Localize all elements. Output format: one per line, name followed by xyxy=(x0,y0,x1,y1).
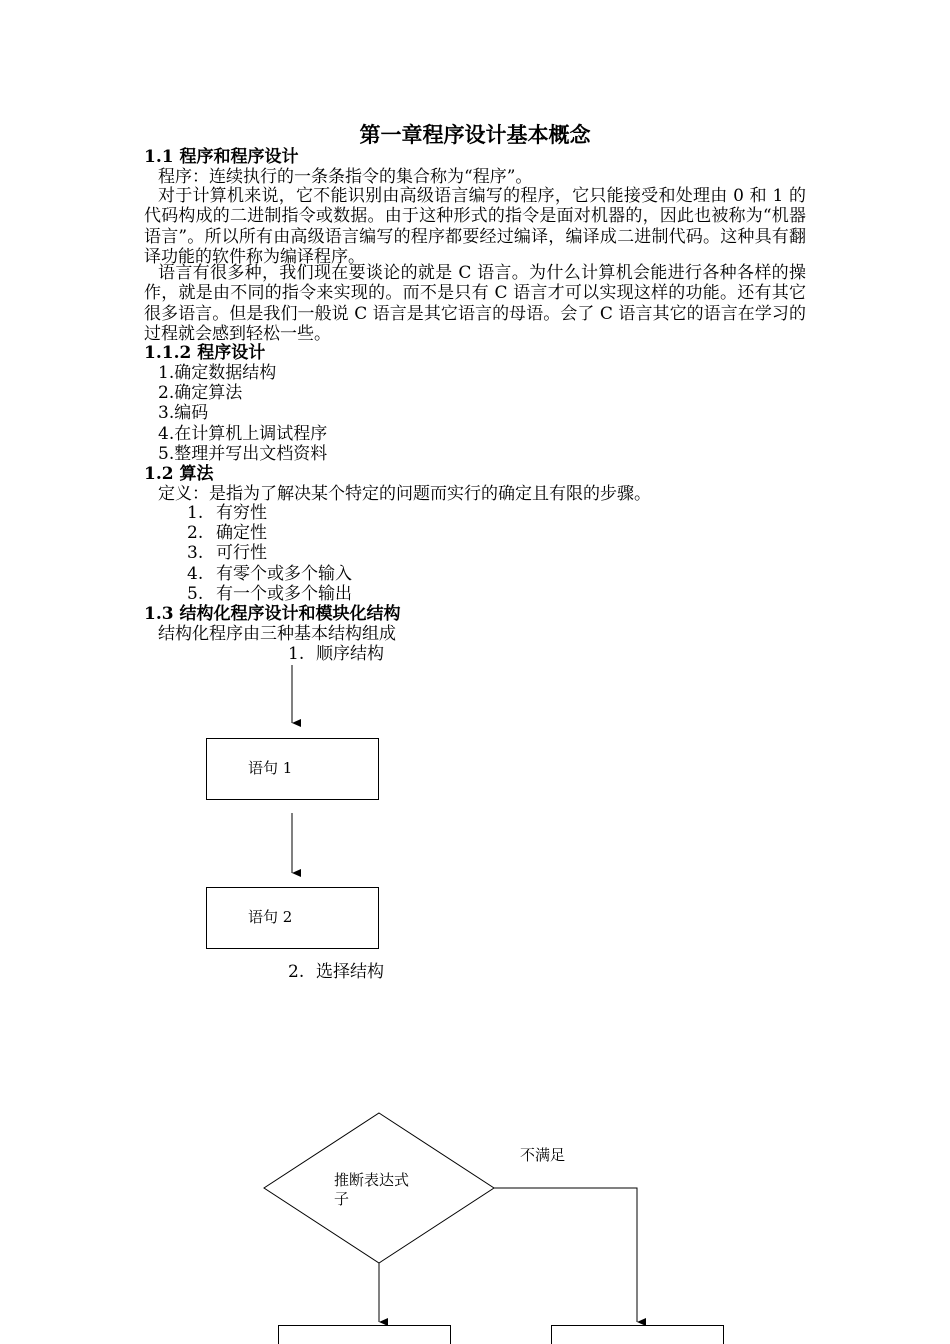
algorithm-definition: 定义：是指为了解决某个特定的问题而实行的确定且有限的步骤。 xyxy=(158,484,651,504)
condition-label-line-1: 推断表达式 xyxy=(334,1171,410,1189)
section-heading-1-1-2: 1.1.2 程序设计 xyxy=(144,343,266,363)
design-step-1: 1.确定数据结构 xyxy=(158,363,277,383)
condition-label-line-2: 子 xyxy=(334,1190,350,1208)
structure-sequence-label: 顺序结构 xyxy=(316,644,384,664)
structure-num-1: 1. xyxy=(288,644,305,664)
property-num-2: 2. xyxy=(187,523,204,543)
property-num-5: 5. xyxy=(187,584,204,604)
structure-num-2: 2. xyxy=(288,962,305,982)
statement-2-box xyxy=(207,888,379,949)
property-2: 确定性 xyxy=(216,523,267,543)
structures-intro: 结构化程序由三种基本结构组成 xyxy=(158,624,396,644)
property-num-4: 4. xyxy=(187,564,204,584)
false-branch-box xyxy=(552,1326,724,1344)
statement-2-label: 语句 2 xyxy=(248,908,293,926)
design-step-2: 2.确定算法 xyxy=(158,383,243,403)
section-heading-1-1: 1.1 程序和程序设计 xyxy=(144,147,299,167)
section-heading-1-3: 1.3 结构化程序设计和模块化结构 xyxy=(144,604,401,624)
property-num-1: 1. xyxy=(187,503,204,523)
property-5: 有一个或多个输出 xyxy=(216,584,352,604)
false-branch-arrow xyxy=(494,1188,637,1322)
design-step-5: 5.整理并写出文档资料 xyxy=(158,444,328,464)
program-definition: 程序：连续执行的一条条指令的集合称为“程序”。 xyxy=(158,167,533,187)
paragraph-machine-language: 对于计算机来说，它不能识别由高级语言编写的程序，它只能接受和处理由 0 和 1 的代码构成的二进制指令或数据。由于这种形式的指令是面对机器的，因此也被称为“机器语言”。所以所有由高级语言编写的程序都要经过编译，编译成二进制代码。这种具有翻译功能的软件称为编译程序。 xyxy=(144,186,806,267)
paragraph-c-language: 语言有很多种，我们现在要谈论的就是 C 语言。为什么计算机会能进行各种各样的操作，就是由不同的指令来实现的。而不是只有 C 语言才可以实现这样的功能。还有其它很多语言。但是我们一般说 C 语言是其它语言的母语。会了 C 语言其它的语言在学习的过程就会感到轻松一些。 xyxy=(144,263,806,344)
section-heading-1-2: 1.2 算法 xyxy=(144,464,214,484)
design-step-3: 3.编码 xyxy=(158,403,209,423)
not-satisfied-label: 不满足 xyxy=(520,1146,566,1164)
design-step-4: 4.在计算机上调试程序 xyxy=(158,424,328,444)
true-branch-box xyxy=(279,1326,451,1344)
statement-1-label: 语句 1 xyxy=(248,759,293,777)
property-4: 有零个或多个输入 xyxy=(216,564,352,584)
chapter-title: 第一章程序设计基本概念 xyxy=(359,122,591,147)
statement-1-box xyxy=(207,739,379,800)
structure-selection-label: 选择结构 xyxy=(316,962,384,982)
property-num-3: 3. xyxy=(187,543,204,563)
property-1: 有穷性 xyxy=(216,503,267,523)
property-3: 可行性 xyxy=(216,543,267,563)
